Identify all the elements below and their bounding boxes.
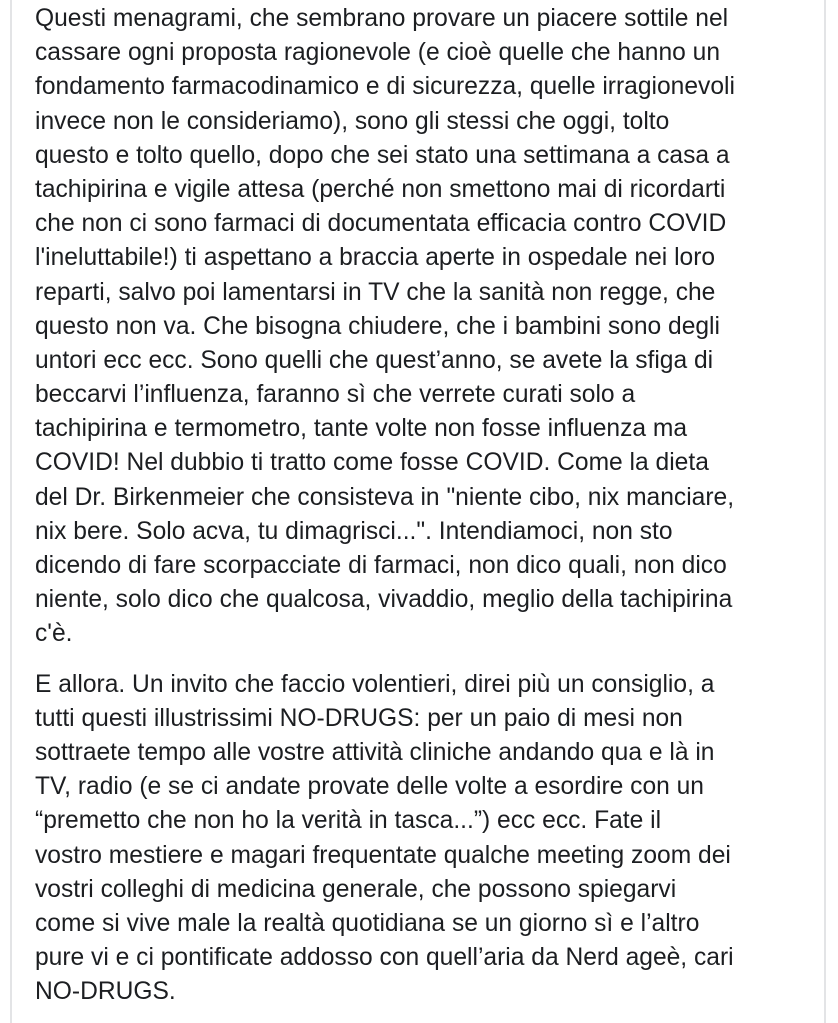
text-line: COVID! Nel dubbio ti tratto come fosse COVID. Come la dieta [35, 449, 709, 477]
text-line: che non ci sono farmaci di documentata efficacia contro COVID [35, 210, 727, 238]
text-line: invece non le consideriamo), sono gli stessi che oggi, tolto [35, 107, 670, 135]
text-line: sottraete tempo alle vostre attività cliniche andando qua e là in [35, 738, 715, 766]
text-line: cassare ogni proposta ragionevole (e cioè quelle che hanno un [35, 39, 720, 67]
text-line: c'è. [35, 620, 73, 648]
text-line: beccarvi l’influenza, faranno sì che verrete curati solo a [35, 381, 636, 409]
text-line: fondamento farmacodinamico e di sicurezza, quelle irragionevoli [35, 73, 735, 101]
paragraph-1 [35, 2, 815, 652]
text-line: tachipirina e vigile attesa (perché non smettono mai di ricordarti [35, 175, 726, 203]
post-card [10, 0, 826, 1023]
text-line: del Dr. Birkenmeier che consisteva in "niente cibo, nix manciare, [35, 483, 735, 511]
text-line: tachipirina e termometro, tante volte non fosse influenza ma [35, 415, 688, 443]
text-line: come si vive male la realtà quotidiana se un giorno sì e l’altro [35, 909, 700, 937]
text-line: pure vi e ci pontificate addosso con quell’aria da Nerd ageè, cari [35, 944, 734, 972]
text-line: vostro mestiere e magari frequentate qualche meeting zoom dei [35, 841, 731, 869]
text-line: questo e tolto quello, dopo che sei stato una settimana a casa a [35, 141, 730, 169]
text-line: vostri colleghi di medicina generale, che possono spiegarvi [35, 875, 677, 903]
post-body [35, 2, 815, 1009]
text-line: TV, radio (e se ci andate provate delle volte a esordire con un [35, 773, 704, 801]
text-line: l'ineluttabile!) ti aspettano a braccia aperte in ospedale nei loro [35, 244, 716, 272]
text-line: tutti questi illustrissimi NO-DRUGS: per un paio di mesi non [35, 704, 683, 732]
paragraph-2 [35, 668, 815, 1010]
text-line: Questi menagrami, che sembrano provare un piacere sottile nel [35, 5, 729, 32]
text-line: E allora. Un invito che faccio volentieri, direi più un consiglio, a [35, 670, 715, 698]
text-line: niente, solo dico che qualcosa, vivaddio, meglio della tachipirina [35, 586, 733, 614]
text-line: untori ecc ecc. Sono quelli che quest’anno, se avete la sfiga di [35, 346, 714, 374]
text-line: questo non va. Che bisogna chiudere, che i bambini sono degli [35, 312, 720, 340]
text-line: dicendo di fare scorpacciate di farmaci, non dico quali, non dico [35, 552, 727, 579]
text-line: nix bere. Solo acva, tu dimagrisci...". Intendiamoci, non sto [35, 517, 673, 545]
text-line: “premetto che non ho la verità in tasca...”) ecc ecc. Fate il [35, 807, 662, 835]
text-line: NO-DRUGS. [35, 978, 176, 1006]
paragraph-spacer [35, 652, 815, 668]
text-line: reparti, salvo poi lamentarsi in TV che la sanità non regge, che [35, 278, 716, 306]
